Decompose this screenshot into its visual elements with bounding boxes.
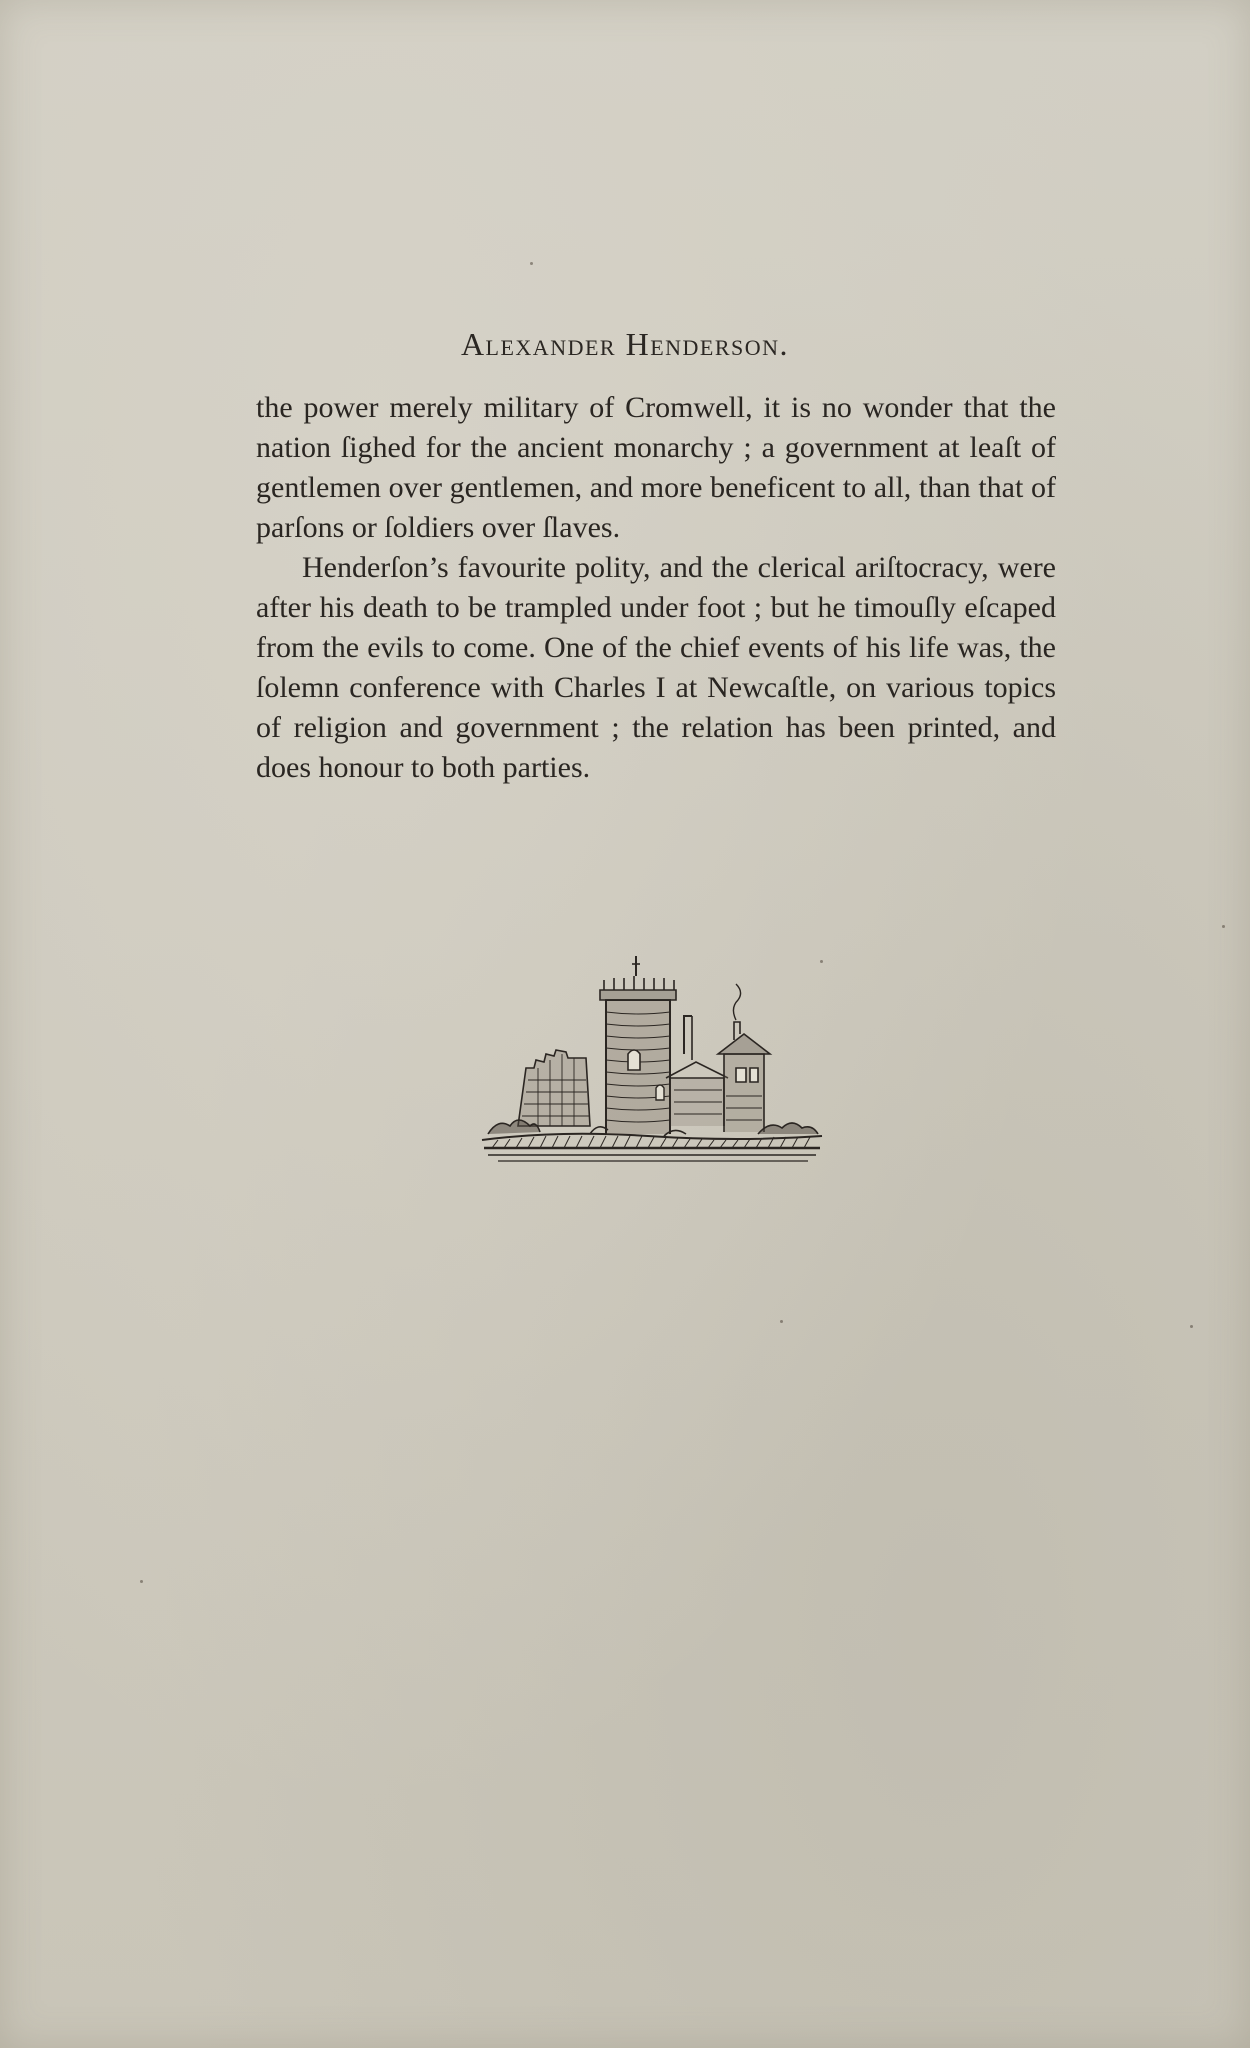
running-head: Alexander Henderson.	[460, 326, 790, 362]
paragraph: Henderſon’s favourite polity, and the clerical ariſtocracy, were after his death to be trampled under foot ; but he timouſly eſcaped from the evils to come. One of the chief events of his life was, the ſolemn conference with Charles I at Newcaſtle, on various topics of religion and government ; the relation has been printed, and does honour to both parties.	[256, 551, 1056, 784]
paper-speck	[530, 262, 533, 265]
body-text	[256, 388, 1056, 788]
paper-speck	[1190, 1325, 1193, 1328]
castle-tower-woodcut-icon	[478, 950, 826, 1190]
paper-speck	[140, 1580, 143, 1583]
paper-speck	[1222, 925, 1225, 928]
paragraph: the power merely military of Cromwell, it is no wonder that the nation ſighed for the ancient monarchy ; a government at leaſt of gentlemen over gentlemen, and more beneficent to all, than that of parſons or ſoldiers over ſlaves.	[256, 391, 1056, 544]
paper-speck	[780, 1320, 783, 1323]
